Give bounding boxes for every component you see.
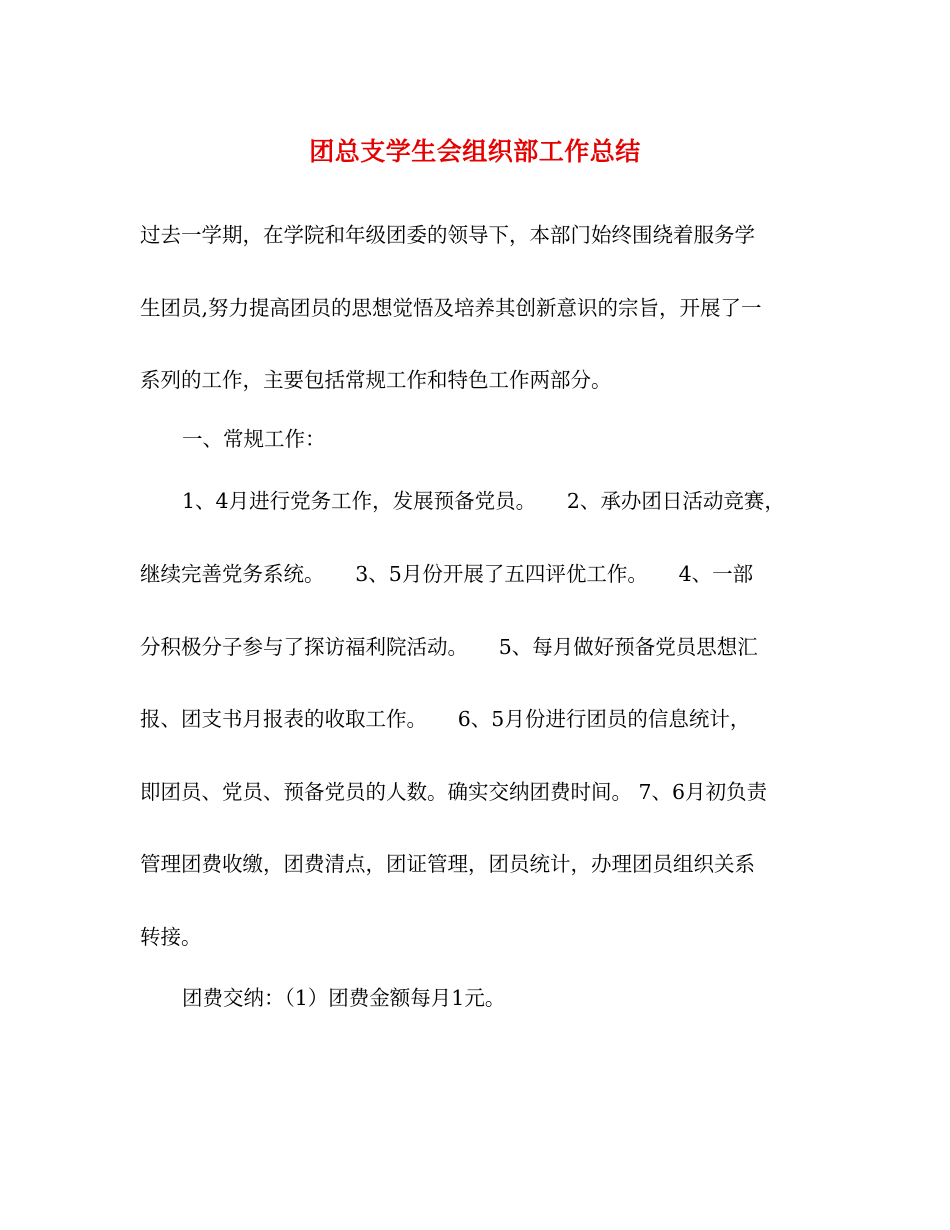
paragraph-line-7: 分积极分子参与了探访福利院活动。 5、每月做好预备党员思想汇 (140, 635, 758, 659)
paragraph-line-1: 过去一学期，在学院和年级团委的领导下，本部门始终围绕着服务学 (140, 223, 755, 247)
paragraph-line-11: 转接。 (140, 925, 202, 949)
paragraph-line-8: 报、团支书月报表的收取工作。 6、5月份进行团员的信息统计， (140, 707, 751, 731)
paragraph-line-3: 系列的工作，主要包括常规工作和特色工作两部分。 (140, 368, 612, 392)
document-title: 团总支学生会组织部工作总结 (309, 137, 641, 166)
paragraph-line-2: 生团员,努力提高团员的思想觉悟及培养其创新意识的宗旨，开展了一 (140, 296, 762, 320)
paragraph-line-5: 1、4月进行党务工作，发展预备党员。 2、承办团日活动竞赛， (182, 489, 785, 513)
paragraph-line-6: 继续完善党务系统。 3、5月份开展了五四评优工作。 4、一部 (140, 562, 754, 586)
paragraph-line-12: 团费交纳：（1）团费金额每月1元。 (182, 986, 506, 1010)
paragraph-line-10: 管理团费收缴，团费清点，团证管理，团员统计，办理团员组织关系 (140, 852, 755, 876)
section-heading: 一、常规工作： (182, 427, 326, 451)
paragraph-line-9: 即团员、党员、预备党员的人数。确实交纳团费时间。 7、6月初负责 (140, 780, 768, 804)
